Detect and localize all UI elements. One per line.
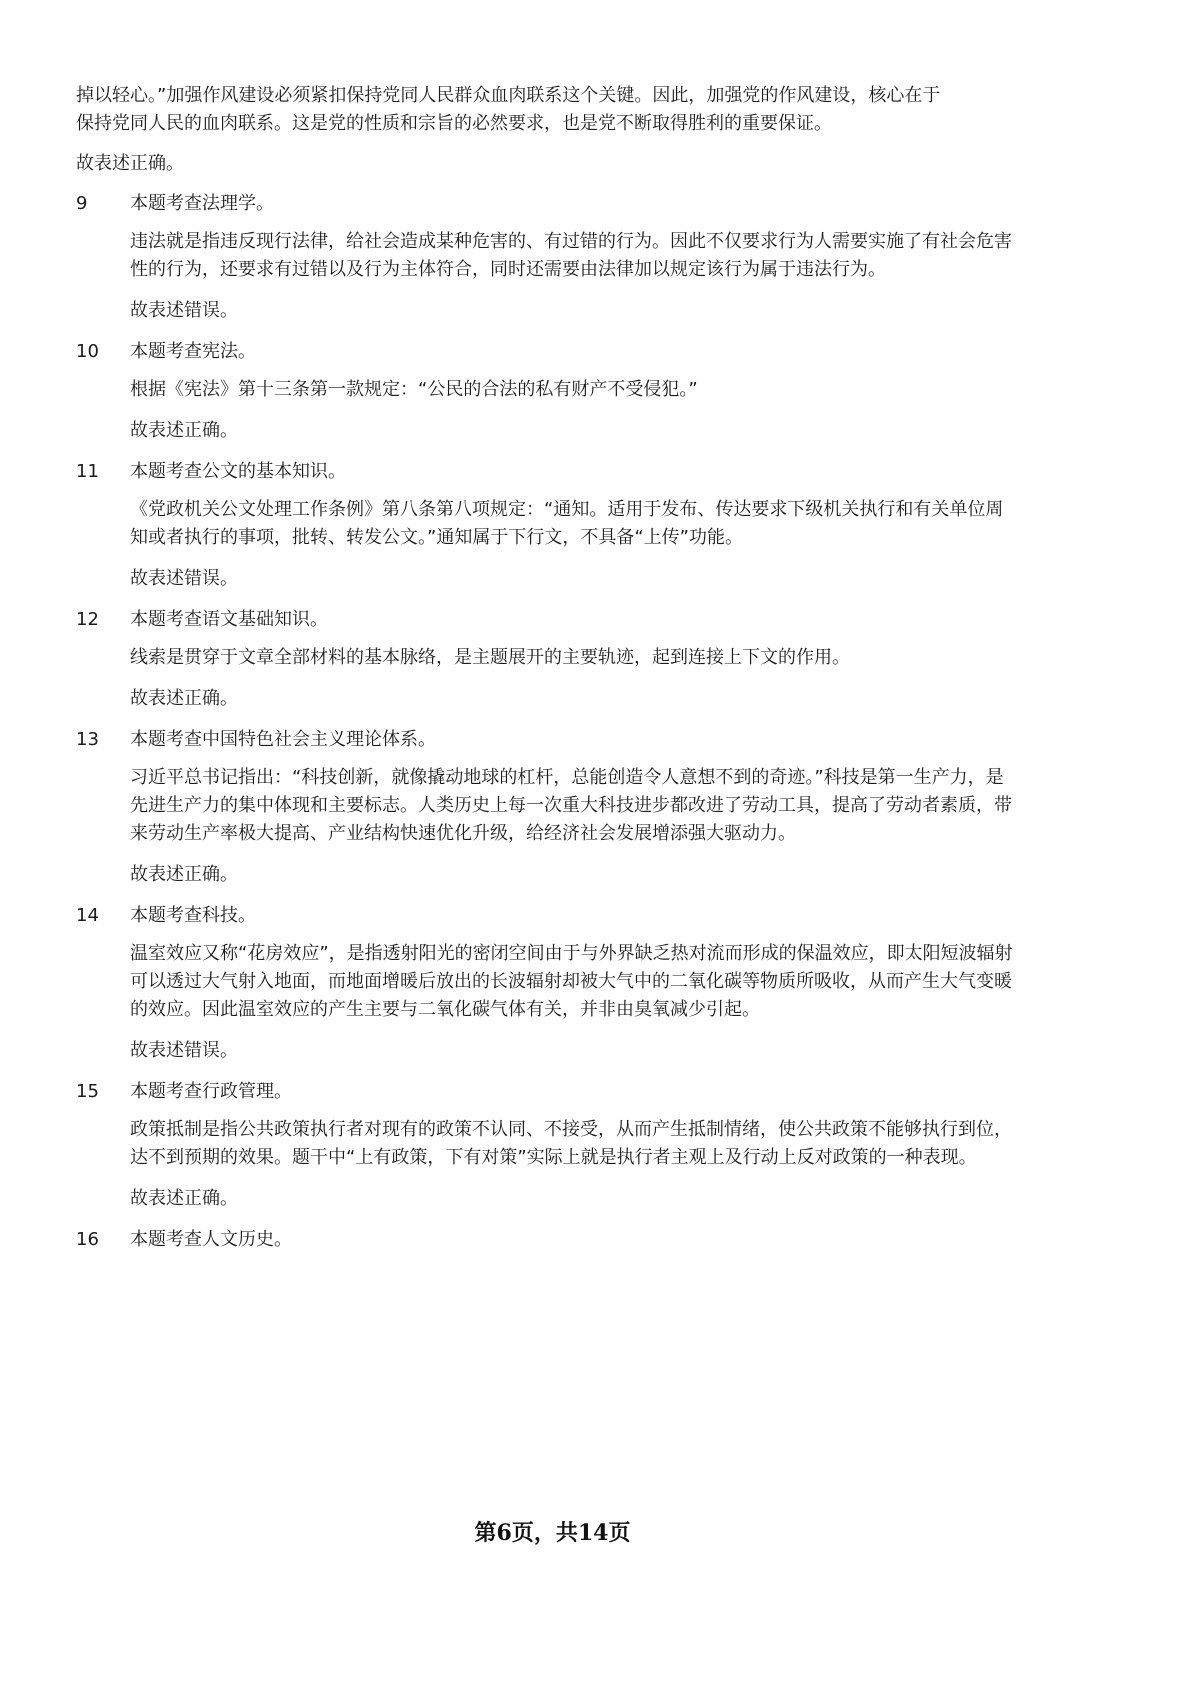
question-verdict: 故表述正确。 <box>130 1188 238 1209</box>
question-explanation: 线索是贯穿于文章全部材料的基本脉络，是主题展开的主要轨迹，起到连接上下文的作用。 <box>130 647 850 668</box>
question-number: 11 <box>76 461 99 482</box>
question-number: 13 <box>76 729 99 750</box>
page-content <box>76 82 1016 1264</box>
page-number-footer: 第6页，共14页 <box>474 1520 631 1546</box>
question-body <box>130 764 1016 889</box>
question-number: 10 <box>76 341 99 362</box>
question-verdict: 故表述正确。 <box>130 688 238 709</box>
question-number: 12 <box>76 609 99 630</box>
question-body <box>130 644 1016 713</box>
question-body <box>130 228 1016 325</box>
question-header <box>76 902 1016 930</box>
intro-paragraph: 掉以轻心。”加强作风建设必须紧扣保持党同人民群众血肉联系这个关键。因此，加强党的作风建设，核心在于保持党同人民的血肉联系。这是党的性质和宗旨的必然要求，也是党不断取得胜利的重要保证。 <box>76 85 941 134</box>
question-header <box>76 1226 1016 1254</box>
intro-verdict: 故表述正确。 <box>76 153 184 174</box>
question-item-10 <box>76 338 1016 445</box>
question-item-13 <box>76 726 1016 889</box>
question-body <box>130 1116 1016 1213</box>
question-title: 本题考查法理学。 <box>130 193 274 214</box>
question-explanation: 《党政机关公文处理工作条例》第八条第八项规定：“通知。适用于发布、传达要求下级机关执行和有关单位周知或者执行的事项，批转、转发公文。”通知属于下行文，不具备“上传”功能。 <box>130 499 1004 548</box>
question-header <box>76 726 1016 754</box>
question-header <box>76 606 1016 634</box>
question-explanation: 政策抵制是指公共政策执行者对现有的政策不认同、不接受，从而产生抵制情绪，使公共政策不能够执行到位，达不到预期的效果。题干中“上有政策，下有对策”实际上就是执行者主观上及行动上反对政策的一种表现。 <box>130 1119 1012 1168</box>
question-title: 本题考查科技。 <box>130 905 256 926</box>
question-body <box>130 376 1016 445</box>
question-number: 15 <box>76 1081 99 1102</box>
question-verdict: 故表述错误。 <box>130 1040 238 1061</box>
question-verdict: 故表述错误。 <box>130 300 238 321</box>
question-header <box>76 1078 1016 1106</box>
question-body <box>130 496 1016 593</box>
question-item-14 <box>76 902 1016 1065</box>
question-item-11 <box>76 458 1016 593</box>
question-explanation: 习近平总书记指出：“科技创新，就像撬动地球的杠杆，总能创造令人意想不到的奇迹。”科技是第一生产力，是先进生产力的集中体现和主要标志。人类历史上每一次重大科技进步都改进了劳动工具，提高了劳动者素质，带来劳动生产率极大提高、产业结构快速优化升级，给经济社会发展增添强大驱动力。 <box>130 767 1012 844</box>
question-explanation: 违法就是指违反现行法律，给社会造成某种危害的、有过错的行为。因此不仅要求行为人需要实施了有社会危害性的行为，还要求有过错以及行为主体符合，同时还需要由法律加以规定该行为属于违法行为。 <box>130 231 1012 280</box>
question-item-15 <box>76 1078 1016 1213</box>
question-title: 本题考查宪法。 <box>130 341 256 362</box>
question-explanation: 温室效应又称“花房效应”，是指透射阳光的密闭空间由于与外界缺乏热对流而形成的保温效应，即太阳短波辐射可以透过大气射入地面，而地面增暖后放出的长波辐射却被大气中的二氧化碳等物质所吸收，从而产生大气变暖的效应。因此温室效应的产生主要与二氧化碳气体有关，并非由臭氧减少引起。 <box>130 943 1013 1020</box>
question-explanation: 根据《宪法》第十三条第一款规定：“公民的合法的私有财产不受侵犯。” <box>130 379 698 400</box>
question-header <box>76 458 1016 486</box>
question-verdict: 故表述错误。 <box>130 568 238 589</box>
question-title: 本题考查行政管理。 <box>130 1081 292 1102</box>
question-number: 9 <box>76 193 88 214</box>
question-number: 14 <box>76 905 99 926</box>
question-header <box>76 338 1016 366</box>
intro-section <box>76 82 1016 178</box>
question-number: 16 <box>76 1229 99 1250</box>
question-verdict: 故表述正确。 <box>130 864 238 885</box>
question-item-16 <box>76 1226 1016 1254</box>
question-title: 本题考查人文历史。 <box>130 1229 292 1250</box>
question-title: 本题考查语文基础知识。 <box>130 609 328 630</box>
question-body <box>130 940 1016 1065</box>
question-title: 本题考查公文的基本知识。 <box>130 461 346 482</box>
question-title: 本题考查中国特色社会主义理论体系。 <box>130 729 436 750</box>
question-verdict: 故表述正确。 <box>130 420 238 441</box>
question-header <box>76 190 1016 218</box>
question-item-9 <box>76 190 1016 325</box>
question-item-12 <box>76 606 1016 713</box>
